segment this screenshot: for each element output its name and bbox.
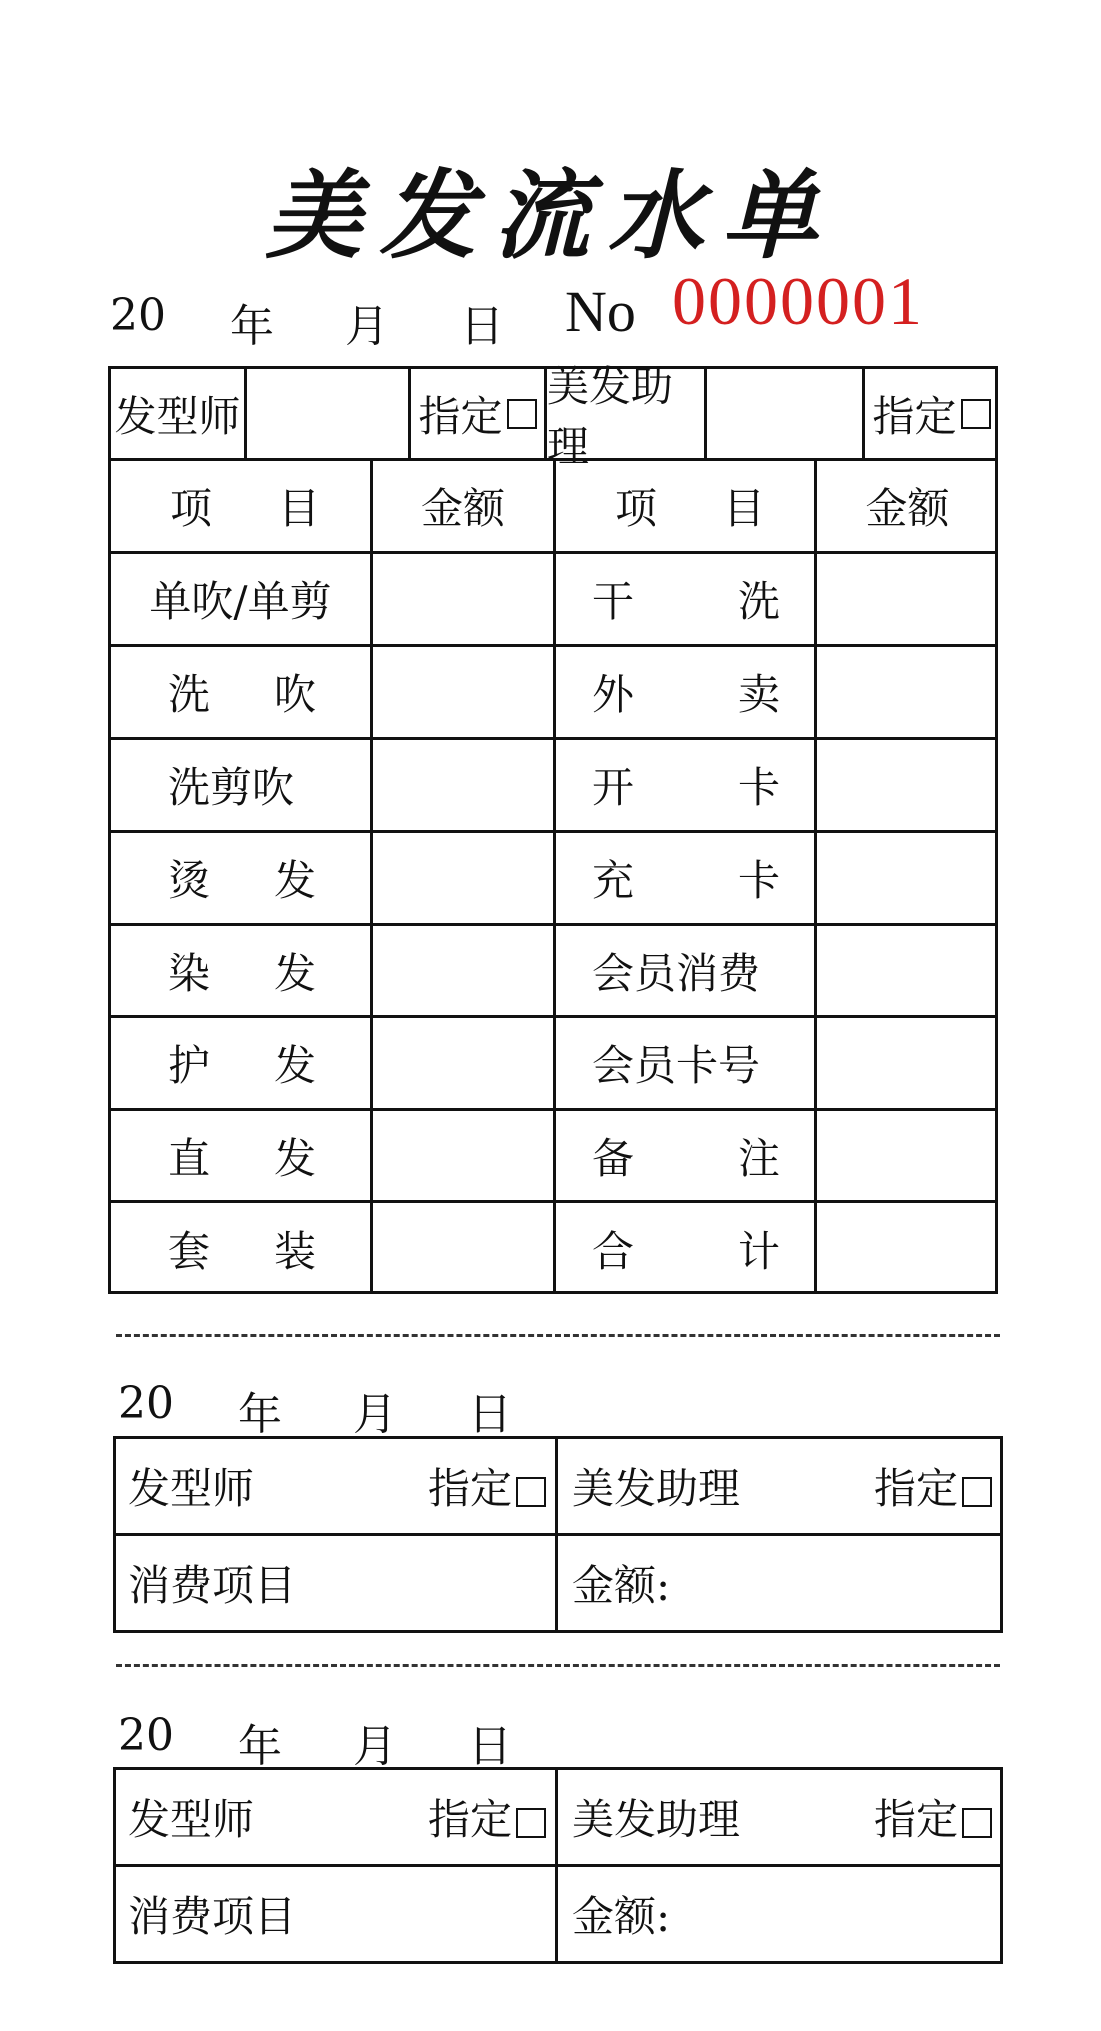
right-item-1: 外 卖	[592, 670, 780, 719]
right-item-2: 开 卡	[592, 763, 780, 812]
stub2-item-label[interactable]: 消费项目	[128, 1892, 297, 1941]
stub1-day: 日	[468, 1389, 512, 1440]
right-item-0: 干 洗	[592, 577, 780, 626]
left-item-0: 单吹/单剪	[149, 577, 332, 626]
stub2-stylist-checkbox[interactable]	[516, 1808, 546, 1838]
stub1-assistant-row: 美发助理 指定	[572, 1439, 992, 1533]
tear-line-1	[116, 1334, 1000, 1337]
stub1-month: 月	[353, 1389, 397, 1440]
stub1-year-prefix: 20	[118, 1378, 174, 1429]
left-item-1: 洗 吹	[168, 670, 316, 719]
col-amount-left: 金额	[420, 484, 505, 533]
assistant-field[interactable]	[707, 369, 862, 458]
stub2-year: 年	[238, 1721, 282, 1772]
stub1-assistant-checkbox[interactable]	[962, 1477, 992, 1507]
stub2-stylist-row: 发型师 指定	[128, 1770, 546, 1864]
stub1-stylist-checkbox[interactable]	[516, 1477, 546, 1507]
stub2-assistant-checkbox[interactable]	[962, 1808, 992, 1838]
assistant-label: 美发助理	[547, 361, 674, 471]
form-title: 美发流水单	[265, 159, 836, 272]
day-label: 日	[460, 301, 504, 352]
tear-line-2	[116, 1664, 1000, 1667]
year-label: 年	[230, 301, 274, 352]
stub2-date-line	[118, 1710, 578, 1770]
stub1-item-label[interactable]: 消费项目	[128, 1561, 297, 1610]
right-item-7: 合 计	[592, 1226, 780, 1276]
stub2-amount-label[interactable]: 金额:	[572, 1892, 671, 1941]
stub1-amount-label[interactable]: 金额:	[572, 1561, 671, 1610]
left-item-6: 直 发	[168, 1133, 316, 1183]
left-item-2: 洗剪吹	[168, 763, 295, 812]
left-item-4: 染 发	[168, 948, 316, 998]
stub2-day: 日	[468, 1721, 512, 1772]
stylist-field[interactable]	[247, 369, 408, 458]
stylist-label: 发型师	[114, 391, 241, 441]
left-item-3: 烫 发	[168, 856, 316, 905]
stub2-year-prefix: 20	[118, 1710, 174, 1761]
stub1-stylist-row: 发型师 指定	[128, 1439, 546, 1533]
right-item-3: 充 卡	[592, 856, 780, 905]
left-item-7: 套 装	[168, 1226, 316, 1276]
stub2-month: 月	[353, 1721, 397, 1772]
year-prefix: 20	[110, 290, 166, 341]
date-line	[110, 290, 610, 350]
stub1-date-line	[118, 1378, 578, 1438]
assistant-designate: 指定	[865, 369, 998, 458]
stub1-year: 年	[238, 1389, 282, 1440]
month-label: 月	[345, 301, 389, 352]
serial-no-value: 0000001	[672, 263, 924, 339]
right-item-6: 备 注	[592, 1133, 780, 1183]
col-item-right: 项 目	[615, 484, 765, 533]
stylist-designate-checkbox[interactable]	[507, 399, 537, 429]
col-amount-right: 金额	[865, 484, 950, 533]
assistant-designate-checkbox[interactable]	[961, 399, 991, 429]
serial-no-label: No	[565, 279, 636, 344]
stylist-designate: 指定	[411, 369, 544, 458]
right-item-5: 会员卡号	[592, 1041, 761, 1090]
left-item-5: 护 发	[168, 1041, 316, 1090]
col-item-left: 项 目	[170, 484, 320, 533]
right-item-4: 会员消费	[592, 948, 761, 998]
stub2-assistant-row: 美发助理 指定	[572, 1770, 992, 1864]
